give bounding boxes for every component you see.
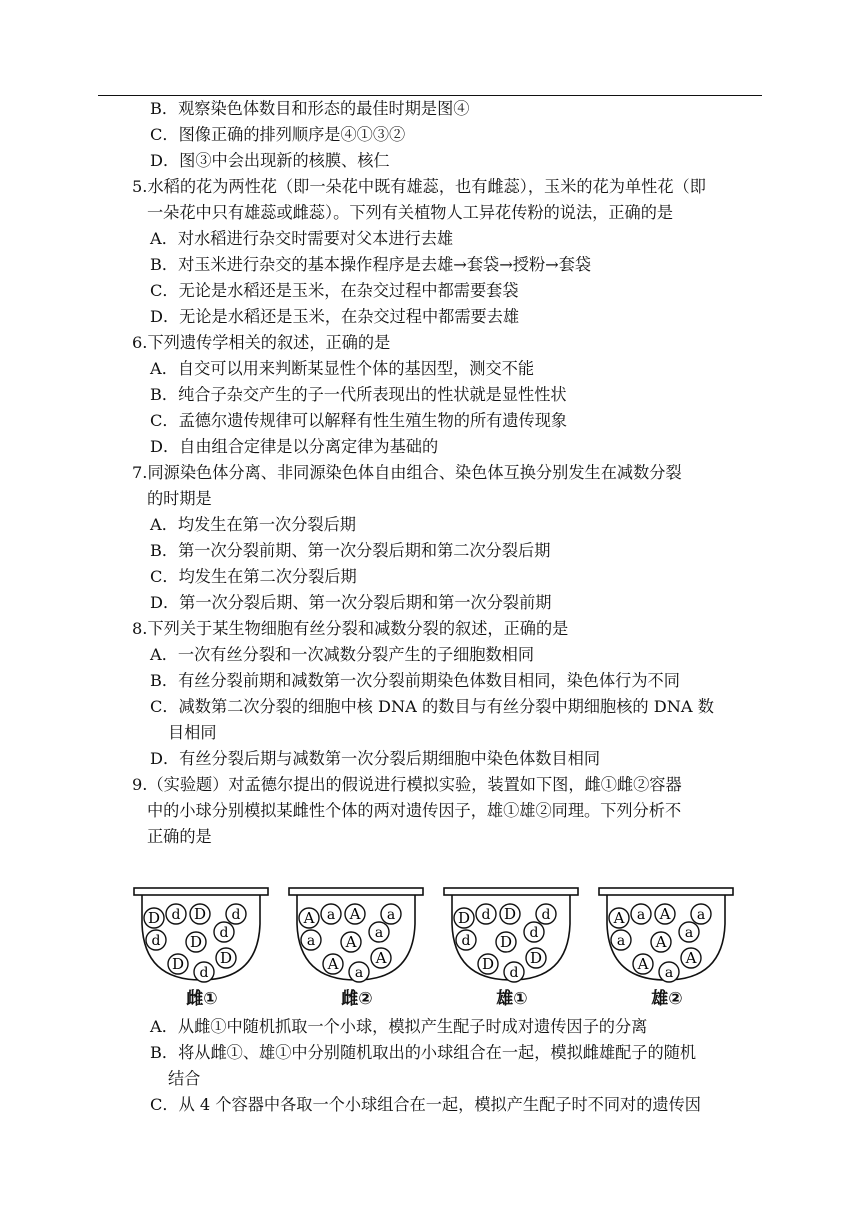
ball	[349, 962, 369, 982]
ball-letter: A	[659, 905, 671, 923]
ball	[651, 932, 671, 952]
question-line: 9.（实验题）对孟德尔提出的假说进行模拟实验，装置如下图，雌①雌②容器	[132, 775, 682, 794]
option-line: C．孟德尔遗传规律可以解释有性生殖生物的所有遗传现象	[150, 411, 568, 430]
ball	[216, 948, 236, 968]
ball-letter: D	[529, 949, 543, 967]
ball-letter: D	[481, 955, 495, 973]
ball-letter: a	[684, 925, 694, 941]
ball-letter: a	[664, 965, 674, 981]
option-line: A．均发生在第一次分裂后期	[150, 515, 356, 534]
ball-letter: A	[327, 955, 339, 973]
beaker-drawing	[442, 884, 582, 984]
option-line: C．均发生在第二次分裂后期	[150, 567, 357, 586]
option-line: B．第一次分裂前期、第一次分裂后期和第二次分裂后期	[150, 541, 551, 560]
ball-letter: d	[541, 907, 551, 923]
ball	[214, 922, 234, 942]
option-line: C．无论是水稻还是玉米，在杂交过程中都需要套袋	[150, 281, 519, 300]
beaker-rim	[134, 888, 268, 895]
ball	[681, 948, 701, 968]
ball	[655, 904, 675, 924]
ball	[369, 922, 389, 942]
option-line: D．无论是水稻还是玉米，在杂交过程中都需要去雄	[150, 307, 520, 326]
ball	[381, 904, 401, 924]
continuation-line: 的时期是	[147, 489, 212, 508]
ball-letter: D	[193, 905, 207, 923]
ball	[168, 954, 188, 974]
ball	[341, 932, 361, 952]
ball-letter: a	[616, 933, 626, 949]
option-line: C．图像正确的排列顺序是④①③②	[150, 125, 406, 144]
ball-letter: D	[503, 905, 517, 923]
question-line: 5.水稻的花为两性花（即一朵花中既有雄蕊，也有雌蕊），玉米的花为单性花（即	[132, 177, 706, 196]
ball-letter: D	[499, 933, 513, 951]
ball-letter: d	[231, 907, 241, 923]
beaker-label: 雄①	[496, 989, 528, 1009]
ball	[146, 930, 166, 950]
ball-letter: a	[696, 907, 706, 923]
option-line: B．将从雌①、雄①中分别随机取出的小球组合在一起，模拟雌雄配子的随机	[150, 1043, 697, 1062]
option-line: C．减数第二次分裂的细胞中核 DNA 的数目与有丝分裂中期细胞核的 DNA 数	[150, 697, 714, 716]
ball-letter: D	[147, 909, 161, 927]
ball	[526, 948, 546, 968]
option-line: A．从雌①中随机抓取一个小球，模拟产生配子时成对遗传因子的分离	[150, 1017, 648, 1036]
continuation-line: 正确的是	[147, 827, 212, 846]
ball-letter: a	[354, 965, 364, 981]
ball-letter: a	[636, 907, 646, 923]
beaker-label: 雌①	[186, 989, 218, 1009]
continuation-line: 一朵花中只有雄蕊或雌蕊）。下列有关植物人工异花传粉的说法，正确的是	[147, 203, 674, 222]
beaker-label: 雄②	[651, 989, 683, 1009]
ball	[500, 904, 520, 924]
option-line: A．一次有丝分裂和一次减数分裂产生的子细胞数相同	[150, 645, 535, 664]
option-line: B．观察染色体数目和形态的最佳时期是图④	[150, 99, 470, 118]
option-line: B．纯合子杂交产生的子一代所表现出的性状就是显性性状	[150, 385, 567, 404]
ball	[691, 904, 711, 924]
ball	[504, 962, 524, 982]
option-line: D．第一次分裂后期、第一次分裂后期和第一次分裂前期	[150, 593, 552, 612]
question-line: 7.同源染色体分离、非同源染色体自由组合、染色体互换分别发生在减数分裂	[132, 463, 682, 482]
ball	[321, 904, 341, 924]
ball-letter: a	[326, 907, 336, 923]
continuation-line: 结合	[168, 1069, 201, 1088]
ball	[186, 932, 206, 952]
ball	[190, 904, 210, 924]
ball-letter: A	[349, 905, 361, 923]
ball-letter: a	[374, 925, 384, 941]
ball-letter: A	[685, 949, 697, 967]
ball-letter: a	[386, 907, 396, 923]
ball	[611, 930, 631, 950]
beaker	[597, 884, 737, 1014]
ball-letter: D	[219, 949, 233, 967]
ball	[166, 904, 186, 924]
ball-letter: d	[481, 907, 491, 923]
ball-letter: D	[457, 909, 471, 927]
beaker-rim	[289, 888, 423, 895]
beaker-drawing	[132, 884, 272, 984]
ball-letter: d	[199, 965, 209, 981]
option-line: B．有丝分裂前期和减数第一次分裂前期染色体数目相同，染色体行为不同	[150, 671, 680, 690]
ball	[659, 962, 679, 982]
option-line: D．自由组合定律是以分离定律为基础的	[150, 437, 439, 456]
option-line: A．自交可以用来判断某显性个体的基因型，测交不能	[150, 359, 535, 378]
ball	[679, 922, 699, 942]
ball-letter: D	[171, 955, 185, 973]
ball-letter: d	[461, 933, 471, 949]
ball	[476, 904, 496, 924]
ball	[478, 954, 498, 974]
ball	[371, 948, 391, 968]
ball	[301, 930, 321, 950]
ball	[633, 954, 653, 974]
ball	[631, 904, 651, 924]
beaker	[287, 884, 427, 1014]
option-line: B．对玉米进行杂交的基本操作程序是去雄→套袋→授粉→套袋	[150, 255, 592, 274]
ball	[345, 904, 365, 924]
ball	[524, 922, 544, 942]
beaker	[132, 884, 272, 1014]
ball	[323, 954, 343, 974]
option-line: C．从 4 个容器中各取一个小球组合在一起，模拟产生配子时不同对的遗传因	[150, 1095, 701, 1114]
beaker-rim	[444, 888, 578, 895]
continuation-line: 目相同	[168, 723, 217, 742]
ball	[456, 930, 476, 950]
simulation-figure	[132, 884, 772, 1014]
beaker-rim	[599, 888, 733, 895]
beaker-label: 雌②	[341, 989, 373, 1009]
option-line: D．图③中会出现新的核膜、核仁	[150, 151, 390, 170]
ball	[144, 908, 164, 928]
ball	[609, 908, 629, 928]
question-line: 6.下列遗传学相关的叙述，正确的是	[132, 333, 391, 352]
ball-letter: d	[219, 925, 229, 941]
ball	[194, 962, 214, 982]
option-line: A．对水稻进行杂交时需要对父本进行去雄	[150, 229, 454, 248]
option-line: D．有丝分裂后期与减数第一次分裂后期细胞中染色体数目相同	[150, 749, 601, 768]
ball-letter: A	[655, 933, 667, 951]
ball-letter: A	[375, 949, 387, 967]
ball	[454, 908, 474, 928]
ball	[536, 904, 556, 924]
beaker-drawing	[287, 884, 427, 984]
ball-letter: d	[509, 965, 519, 981]
continuation-line: 中的小球分别模拟某雌性个体的两对遗传因子，雄①雄②同理。下列分析不	[147, 801, 682, 820]
question-line: 8.下列关于某生物细胞有丝分裂和减数分裂的叙述，正确的是	[132, 619, 569, 638]
ball-letter: d	[529, 925, 539, 941]
ball-letter: D	[189, 933, 203, 951]
ball-letter: A	[613, 909, 625, 927]
ball-letter: A	[637, 955, 649, 973]
ball	[496, 932, 516, 952]
beaker	[442, 884, 582, 1014]
ball-letter: A	[303, 909, 315, 927]
ball-letter: d	[171, 907, 181, 923]
ball-letter: A	[345, 933, 357, 951]
ball	[299, 908, 319, 928]
ball-letter: d	[151, 933, 161, 949]
beaker-drawing	[597, 884, 737, 984]
ball	[226, 904, 246, 924]
ball-letter: a	[306, 933, 316, 949]
